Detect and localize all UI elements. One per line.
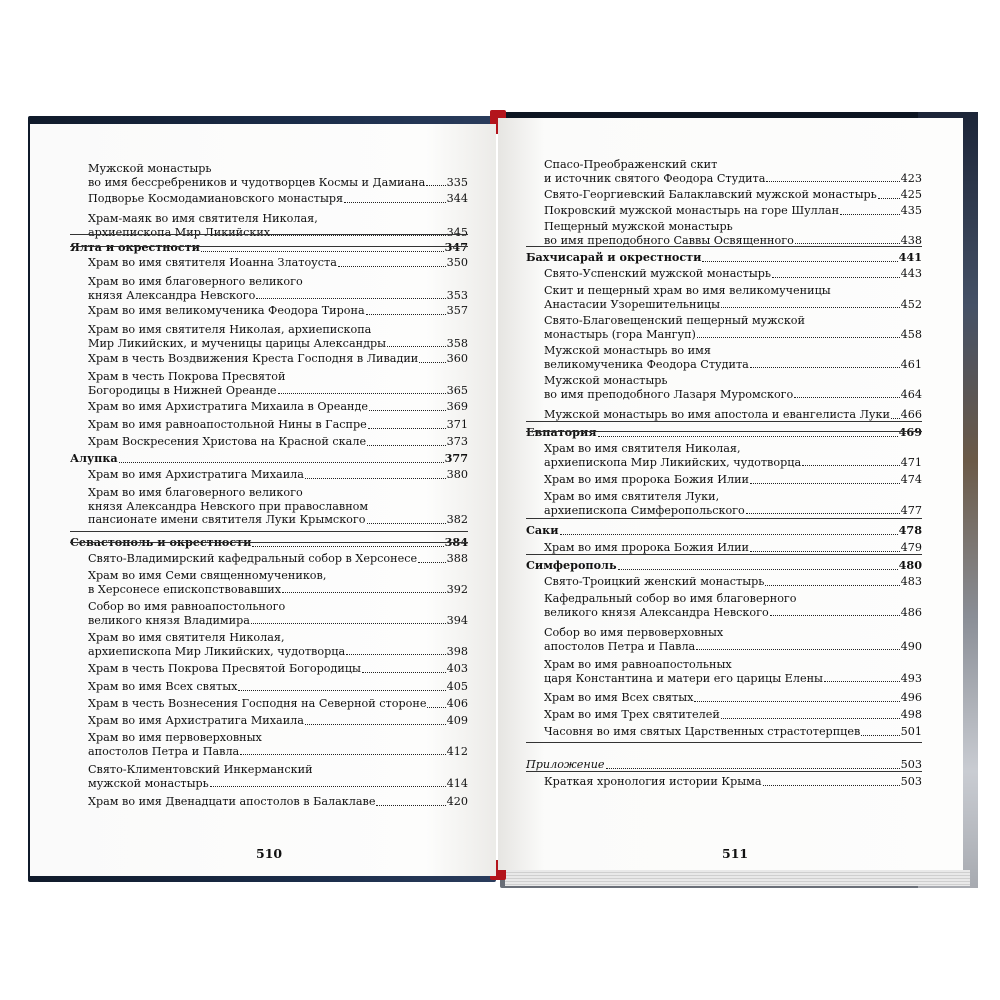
toc-entry xyxy=(526,708,922,722)
toc-entry-title: и источник святого Феодора Студита xyxy=(544,171,766,185)
toc-page-number: 380 xyxy=(446,468,468,481)
toc-page-number: 461 xyxy=(900,357,922,371)
toc-entry xyxy=(70,304,468,318)
toc-entry-title: Храм во имя святителя Николая, xyxy=(544,442,741,455)
toc-entry-title: Евпатория xyxy=(526,425,597,439)
toc-entry-title: Пещерный мужской монастырь xyxy=(544,220,733,233)
toc-entry xyxy=(526,188,922,202)
toc-entry-title: Храм во имя благоверного великого xyxy=(88,486,303,499)
toc-entry xyxy=(526,158,922,185)
toc-page-number: 503 xyxy=(900,775,922,788)
toc-entry xyxy=(526,559,922,573)
toc-page-number: 435 xyxy=(900,204,922,217)
toc-entry-title: во имя бессребреников и чудотворцев Космы и Дамиана xyxy=(88,175,426,189)
toc-rule xyxy=(526,246,922,247)
toc-page-number: 412 xyxy=(446,744,468,758)
toc-entry xyxy=(526,758,922,772)
toc-entry-title: монастырь (гора Мангуп) xyxy=(544,327,696,341)
toc-leader-dots xyxy=(560,521,898,535)
toc-rule xyxy=(526,421,922,422)
toc-page-number: 377 xyxy=(444,451,468,465)
toc-entry xyxy=(526,691,922,705)
toc-entry-title: великомученика Феодора Студита xyxy=(544,357,749,371)
toc-entry-title: князя Александра Невского xyxy=(88,288,256,302)
toc-entry-title: Анастасии Узорешительницы xyxy=(544,297,721,311)
toc-page-number: 409 xyxy=(446,714,468,727)
toc-entry-title: князя Александра Невского при православном xyxy=(88,499,369,513)
toc-leader-dots xyxy=(367,510,446,524)
toc-leader-dots xyxy=(750,538,900,552)
toc-leader-dots xyxy=(367,432,446,446)
page-block-edge xyxy=(505,870,970,886)
toc-rule xyxy=(526,742,922,743)
toc-entry-title: Краткая хронология истории Крыма xyxy=(544,775,762,788)
toc-leader-dots xyxy=(878,185,900,199)
toc-entry-title: Свято-Владимирский кафедральный собор в Херсонесе xyxy=(88,552,418,565)
toc-entry-title: Покровский мужской монастырь на горе Шуллан xyxy=(544,204,840,217)
toc-entry-title: Мир Ликийских, и мученицы царицы Александры xyxy=(88,336,387,350)
toc-entry-title: Свято-Климентовский Инкерманский xyxy=(88,763,313,776)
toc-leader-dots xyxy=(696,637,899,651)
toc-entry-title: архиепископа Мир Ликийских xyxy=(88,225,271,239)
toc-leader-dots xyxy=(721,295,900,309)
toc-leader-dots xyxy=(861,722,899,736)
toc-entry xyxy=(526,442,922,469)
toc-entry xyxy=(526,344,922,371)
toc-entry-title: Собор во имя равноапостольного xyxy=(88,600,286,613)
toc-leader-dots xyxy=(794,385,899,399)
toc-entry-title: Свято-Георгиевский Балаклавский мужской монастырь xyxy=(544,188,877,201)
toc-entry-title: Свято-Троицкий женский монастырь xyxy=(544,575,765,588)
toc-page-number: 403 xyxy=(446,662,468,675)
toc-entry xyxy=(526,314,922,341)
toc-entry xyxy=(70,352,468,366)
toc-entry-title: Саки xyxy=(526,523,559,537)
toc-page-number: 347 xyxy=(444,240,468,254)
toc-entry-title: Храм во имя Двенадцати апостолов в Балаклаве xyxy=(88,795,376,808)
toc-entry-title: Спасо-Преображенский скит xyxy=(544,158,718,171)
toc-leader-dots xyxy=(346,642,446,656)
toc-leader-dots xyxy=(770,603,900,617)
toc-entry-title: Храм во имя Трех святителей xyxy=(544,708,720,721)
toc-rule xyxy=(526,771,922,772)
right-page-number: 511 xyxy=(722,846,749,861)
toc-entry xyxy=(526,426,922,440)
toc-leader-dots xyxy=(338,253,446,267)
toc-leader-dots xyxy=(387,334,446,348)
toc-leader-dots xyxy=(368,415,446,429)
toc-entry xyxy=(70,795,468,809)
toc-entry xyxy=(526,220,922,247)
toc-entry xyxy=(526,524,922,538)
toc-page-number: 490 xyxy=(900,639,922,653)
toc-entry-title: Богородицы в Нижней Ореанде xyxy=(88,383,277,397)
toc-entry-title: великого князя Александра Невского xyxy=(544,605,769,619)
toc-rule xyxy=(526,431,922,432)
toc-leader-dots xyxy=(840,201,900,215)
toc-entry xyxy=(70,452,468,466)
toc-rule xyxy=(70,246,468,247)
toc-rule xyxy=(526,518,922,519)
toc-entry-title: апостолов Петра и Павла xyxy=(544,639,696,653)
toc-page-number: 493 xyxy=(900,671,922,685)
toc-leader-dots xyxy=(618,556,898,570)
toc-page-number: 420 xyxy=(446,795,468,808)
toc-page-number: 438 xyxy=(900,233,922,247)
toc-entry xyxy=(70,631,468,658)
toc-rule xyxy=(526,554,922,555)
toc-entry-title: Храм во имя равноапостольных xyxy=(544,658,732,671)
toc-leader-dots xyxy=(419,349,445,363)
toc-page-number: 464 xyxy=(900,387,922,401)
toc-leader-dots xyxy=(201,238,444,252)
toc-page-number: 357 xyxy=(446,304,468,317)
toc-rule xyxy=(70,531,468,532)
toc-entry xyxy=(526,284,922,311)
toc-entry xyxy=(526,626,922,653)
toc-entry xyxy=(70,569,468,596)
toc-page-number: 392 xyxy=(446,582,468,596)
toc-entry-title: Храм во имя пророка Божия Илии xyxy=(544,473,749,486)
toc-rule xyxy=(70,542,468,543)
toc-leader-dots xyxy=(802,453,900,467)
toc-page-number: 394 xyxy=(446,613,468,627)
toc-page-number: 384 xyxy=(444,535,468,549)
toc-entry xyxy=(526,251,922,265)
toc-entry xyxy=(526,408,922,422)
toc-leader-dots xyxy=(746,501,900,515)
toc-page-number: 425 xyxy=(900,188,922,201)
toc-entry xyxy=(70,600,468,627)
toc-page-number: 358 xyxy=(446,336,468,350)
toc-entry-title: апостолов Петра и Павла xyxy=(88,744,240,758)
right-page xyxy=(498,118,963,870)
toc-entry xyxy=(70,697,468,711)
toc-page-number: 382 xyxy=(446,513,468,526)
toc-entry xyxy=(526,592,922,619)
toc-leader-dots xyxy=(750,470,900,484)
toc-page-number: 369 xyxy=(446,400,468,413)
toc-entry-title: Свято-Успенский мужской монастырь xyxy=(544,267,771,280)
toc-entry-title: Мужской монастырь xyxy=(88,162,212,175)
toc-leader-dots xyxy=(694,688,899,702)
toc-entry xyxy=(70,714,468,728)
toc-entry xyxy=(70,435,468,449)
toc-entry-title: Алупка xyxy=(70,451,118,465)
toc-leader-dots xyxy=(697,325,900,339)
toc-leader-dots xyxy=(418,549,446,563)
toc-leader-dots xyxy=(210,774,446,788)
toc-page-number: 345 xyxy=(446,225,468,239)
toc-leader-dots xyxy=(282,580,446,594)
toc-entry xyxy=(70,192,468,206)
toc-entry-title: Храм во имя пророка Божия Илии xyxy=(544,541,749,554)
toc-entry xyxy=(70,552,468,566)
toc-leader-dots xyxy=(824,669,900,683)
toc-page-number: 335 xyxy=(446,175,468,189)
toc-page-number: 498 xyxy=(900,708,922,721)
toc-entry-title: Храм во имя великомученика Феодора Тирона xyxy=(88,304,365,317)
toc-entry-title: Часовня во имя святых Царственных страстотерпцев xyxy=(544,725,861,738)
left-page xyxy=(30,124,496,876)
toc-entry xyxy=(526,267,922,281)
toc-page-number: 405 xyxy=(446,680,468,693)
toc-entry xyxy=(526,575,922,589)
toc-entry-title: во имя преподобного Лазаря Муромского xyxy=(544,387,794,401)
toc-entry-title: Храм во имя благоверного великого xyxy=(88,275,303,288)
toc-page-number: 373 xyxy=(446,435,468,448)
toc-entry-title: во имя преподобного Саввы Освященного xyxy=(544,233,794,247)
toc-page-number: 414 xyxy=(446,776,468,790)
toc-page-number: 458 xyxy=(900,327,922,341)
toc-entry xyxy=(526,490,922,517)
toc-leader-dots xyxy=(598,423,898,437)
toc-entry xyxy=(70,275,468,302)
toc-entry-title: мужской монастырь xyxy=(88,776,209,790)
toc-entry-title: Храм Воскресения Христова на Красной скале xyxy=(88,435,367,448)
toc-entry-title: архиепископа Мир Ликийских, чудотворца xyxy=(88,644,346,658)
toc-entry-title: Храм во имя первоверховных xyxy=(88,731,262,744)
toc-entry-title: Симферополь xyxy=(526,558,617,572)
toc-page-number: 344 xyxy=(446,192,468,205)
toc-leader-dots xyxy=(426,173,445,187)
toc-leader-dots xyxy=(251,611,446,625)
toc-entry xyxy=(70,370,468,397)
toc-page-number: 477 xyxy=(900,503,922,517)
toc-rule xyxy=(70,234,468,235)
toc-leader-dots xyxy=(750,355,900,369)
toc-entry xyxy=(70,418,468,432)
toc-leader-dots xyxy=(721,705,900,719)
toc-entry-title: Храм во имя Архистратига Михаила xyxy=(88,468,304,481)
toc-entry-title: Храм во имя Всех святых xyxy=(88,680,238,693)
toc-leader-dots xyxy=(362,659,446,673)
toc-page-number: 474 xyxy=(900,473,922,486)
toc-entry xyxy=(70,256,468,270)
toc-page-number: 406 xyxy=(446,697,468,710)
toc-leader-dots xyxy=(891,405,900,419)
toc-entry xyxy=(70,680,468,694)
toc-entry-title: великого князя Владимира xyxy=(88,613,250,627)
toc-page-number: 452 xyxy=(900,297,922,311)
toc-page-number: 423 xyxy=(900,171,922,185)
toc-page-number: 441 xyxy=(898,250,922,264)
toc-leader-dots xyxy=(344,189,446,203)
toc-entry xyxy=(526,204,922,218)
toc-leader-dots xyxy=(765,572,899,586)
toc-page-number: 469 xyxy=(898,425,922,439)
toc-entry xyxy=(526,541,922,555)
toc-page-number: 483 xyxy=(900,575,922,588)
left-page-number: 510 xyxy=(256,846,283,861)
toc-entry xyxy=(70,731,468,758)
toc-page-number: 398 xyxy=(446,644,468,658)
toc-leader-dots xyxy=(795,231,900,245)
toc-leader-dots xyxy=(369,397,446,411)
toc-entry xyxy=(70,162,468,189)
toc-page-number: 388 xyxy=(446,552,468,565)
toc-entry-title: Храм в честь Вознесения Господня на Северной стороне xyxy=(88,697,427,710)
toc-leader-dots xyxy=(606,755,900,769)
toc-page-number: 471 xyxy=(900,455,922,469)
toc-entry xyxy=(70,486,468,527)
toc-entry-title: Свято-Благовещенский пещерный мужской xyxy=(544,314,805,327)
toc-entry-title: Храм во имя Архистратига Михаила в Ореанде xyxy=(88,400,368,413)
toc-entry-title: Храм во имя святителя Николая, архиепископа xyxy=(88,323,372,336)
toc-entry-title: Собор во имя первоверховных xyxy=(544,626,724,639)
toc-entry-title: Храм-маяк во имя святителя Николая, xyxy=(88,212,318,225)
toc-entry-title: Кафедральный собор во имя благоверного xyxy=(544,592,797,605)
toc-entry xyxy=(526,374,922,401)
toc-entry-title: Храм во имя Архистратига Михаила xyxy=(88,714,304,727)
toc-page-number: 371 xyxy=(446,418,468,431)
toc-page-number: 486 xyxy=(900,605,922,619)
toc-page-number: 501 xyxy=(900,725,922,738)
toc-leader-dots xyxy=(252,533,443,547)
toc-leader-dots xyxy=(256,286,445,300)
toc-entry-title: Храм во имя святителя Иоанна Златоуста xyxy=(88,256,337,269)
toc-leader-dots xyxy=(305,465,446,479)
toc-page-number: 360 xyxy=(446,352,468,365)
toc-entry-title: Храм во имя равноапостольной Нины в Гаспре xyxy=(88,418,367,431)
toc-entry-title: Мужской монастырь во имя апостола и евангелиста Луки xyxy=(544,408,890,421)
toc-page-number: 466 xyxy=(900,408,922,421)
toc-leader-dots xyxy=(366,301,446,315)
toc-entry-title: Севастополь и окрестности xyxy=(70,535,252,549)
toc-leader-dots xyxy=(766,169,899,183)
toc-leader-dots xyxy=(427,694,445,708)
toc-entry xyxy=(70,468,468,482)
toc-entry-title: Подворье Космодамиановского монастыря xyxy=(88,192,344,205)
toc-entry-title: Храм во имя Всех святых xyxy=(544,691,694,704)
toc-leader-dots xyxy=(305,711,446,725)
toc-leader-dots xyxy=(763,772,900,786)
toc-leader-dots xyxy=(772,264,900,278)
toc-entry-title: Храм во имя Семи священномучеников, xyxy=(88,569,327,582)
toc-page-number: 503 xyxy=(900,758,922,771)
toc-page-number: 443 xyxy=(900,267,922,280)
toc-page-number: 350 xyxy=(446,256,468,269)
toc-entry-title: царя Константина и матери его царицы Елены xyxy=(544,671,823,685)
toc-entry xyxy=(526,473,922,487)
toc-leader-dots xyxy=(278,381,446,395)
toc-entry xyxy=(70,763,468,790)
toc-page-number: 479 xyxy=(900,541,922,554)
toc-leader-dots xyxy=(702,248,897,262)
toc-entry-title: Мужской монастырь во имя xyxy=(544,344,711,357)
toc-entry xyxy=(526,775,922,789)
toc-leader-dots xyxy=(240,742,445,756)
toc-entry-title: Мужской монастырь xyxy=(544,374,668,387)
toc-leader-dots xyxy=(376,792,445,806)
toc-entry-title: архиепископа Мир Ликийских, чудотворца xyxy=(544,455,802,469)
toc-entry-title: Бахчисарай и окрестности xyxy=(526,250,702,264)
toc-entry-title: Храм во имя святителя Николая, xyxy=(88,631,285,644)
toc-entry-title: Храм в честь Покрова Пресвятой xyxy=(88,370,286,383)
toc-page-number: 353 xyxy=(446,288,468,302)
toc-entry xyxy=(70,662,468,676)
toc-entry-title: пансионате имени святителя Луки Крымского xyxy=(88,513,366,526)
toc-page-number: 496 xyxy=(900,691,922,704)
toc-entry-title: Скит и пещерный храм во имя великомученицы xyxy=(544,284,831,297)
toc-entry-title: Храм в честь Покрова Пресвятой Богородицы xyxy=(88,662,361,675)
toc-entry-title: архиепископа Симферопольского xyxy=(544,503,745,517)
toc-page-number: 478 xyxy=(898,523,922,537)
toc-entry-title: Храм в честь Воздвижения Креста Господня в Ливадии xyxy=(88,352,419,365)
toc-entry xyxy=(70,400,468,414)
toc-entry xyxy=(526,725,922,739)
toc-entry-title: Храм во имя святителя Луки, xyxy=(544,490,720,503)
toc-leader-dots xyxy=(238,677,445,691)
toc-page-number: 480 xyxy=(898,558,922,572)
toc-entry xyxy=(70,323,468,350)
toc-leader-dots xyxy=(119,449,444,463)
toc-entry-title: Ялта и окрестности xyxy=(70,240,200,254)
toc-entry-title: в Херсонесе епископствовавших xyxy=(88,582,282,596)
toc-page-number: 365 xyxy=(446,383,468,397)
toc-entry xyxy=(526,658,922,685)
toc-entry-title: Приложение xyxy=(526,758,605,771)
